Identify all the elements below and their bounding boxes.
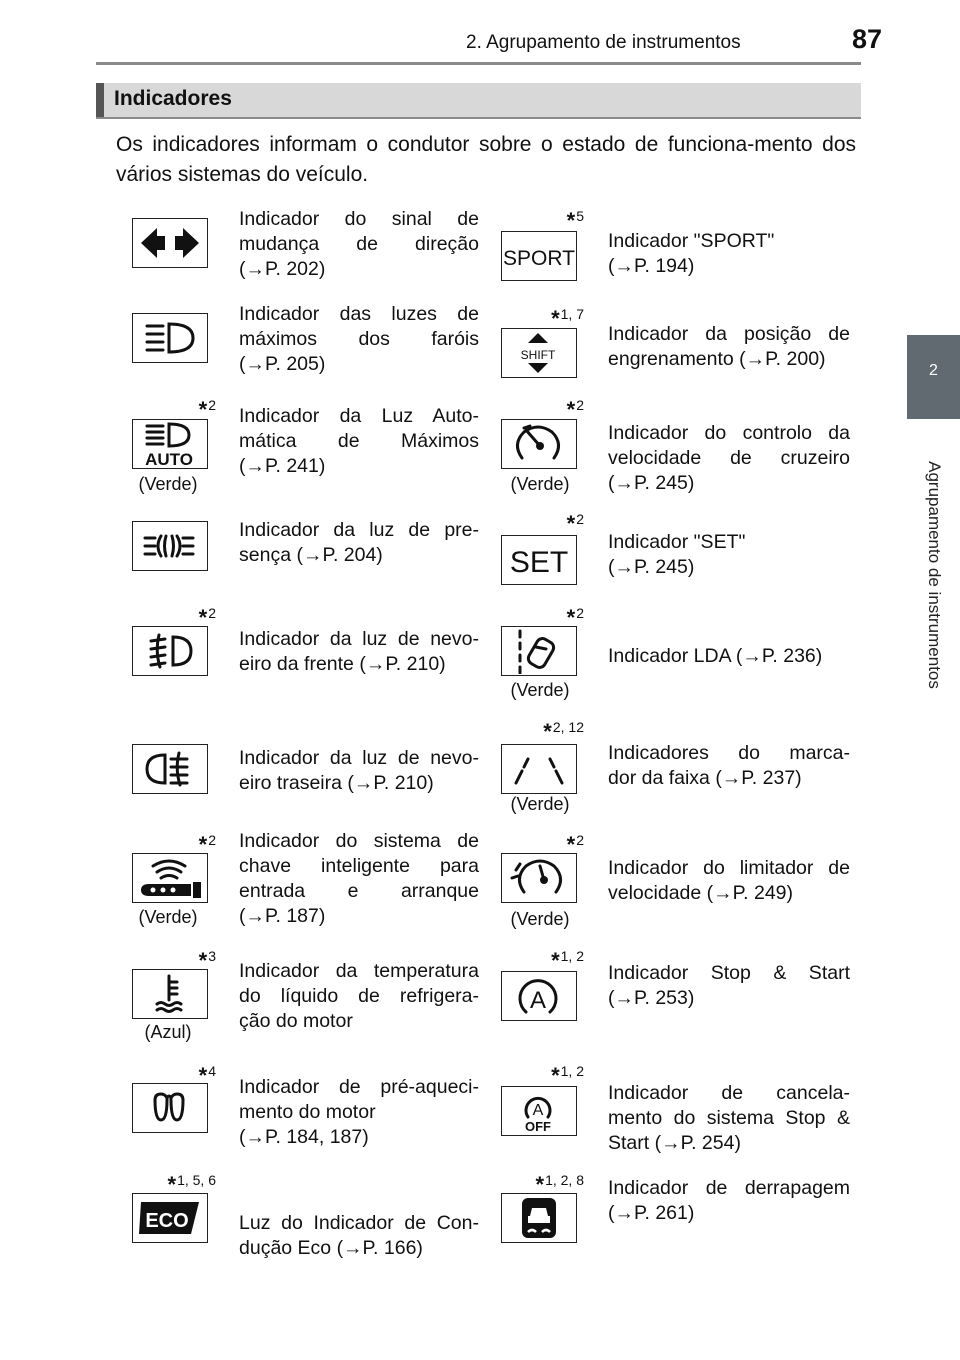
description-line: Indicador das luzes de bbox=[239, 303, 479, 325]
chapter-number: 2 bbox=[929, 362, 938, 379]
description-line: do líquido de refrigera- bbox=[239, 985, 479, 1007]
footnote-marker: *1, 2 bbox=[551, 1063, 584, 1088]
description-line: Indicador da luz de nevo- bbox=[239, 628, 479, 650]
indicator-description bbox=[608, 229, 850, 279]
description-line: Indicador de pré-aqueci- bbox=[239, 1076, 479, 1098]
indicator-color-caption: (Azul) bbox=[144, 1022, 192, 1042]
indicator-description bbox=[608, 741, 850, 791]
description-line: Start (→P. 254) bbox=[608, 1132, 741, 1154]
eco-icon bbox=[132, 1193, 208, 1243]
lane-marker-icon bbox=[501, 744, 577, 794]
footnote-marker: *1, 7 bbox=[551, 306, 584, 331]
indicator-description bbox=[239, 1075, 479, 1150]
footnote-marker: *2 bbox=[566, 397, 584, 422]
description-line: dução Eco (→P. 166) bbox=[239, 1237, 423, 1259]
description-line: (→P. 245) bbox=[608, 556, 695, 578]
page-number: 87 bbox=[852, 24, 883, 54]
description-line: (→P. 184, 187) bbox=[239, 1126, 369, 1148]
description-line: engrenamento (→P. 200) bbox=[608, 348, 826, 370]
footnote-marker: *2 bbox=[566, 832, 584, 857]
description-line: Indicador do sistema de bbox=[239, 830, 479, 852]
indicator-description bbox=[608, 644, 850, 669]
auto-high-beam-icon bbox=[132, 419, 208, 469]
description-line: mática de Máximos bbox=[239, 430, 479, 452]
footnote-marker: *2, 12 bbox=[543, 719, 584, 744]
description-line: (→P. 245) bbox=[608, 472, 695, 494]
intro-paragraph: Os indicadores informam o condutor sobre o estado de funciona-mento dos vários sistemas do veículo. bbox=[116, 133, 856, 186]
description-line: Indicador de derrapagem bbox=[608, 1177, 850, 1199]
front-fog-icon bbox=[132, 626, 208, 676]
description-line: Indicador da luz de nevo- bbox=[239, 747, 479, 769]
description-line: Indicador "SET" bbox=[608, 531, 746, 553]
indicator-description bbox=[608, 961, 850, 1011]
indicator-description bbox=[608, 530, 850, 580]
description-line: (→P. 194) bbox=[608, 255, 695, 277]
turn-signal-icon bbox=[132, 218, 208, 268]
chapter-label: Agrupamento de instrumentos bbox=[924, 460, 944, 689]
description-line: dor da faixa (→P. 237) bbox=[608, 767, 802, 789]
lda-icon bbox=[501, 626, 577, 676]
footnote-marker: *1, 2 bbox=[551, 948, 584, 973]
footnote-marker: *2 bbox=[198, 397, 216, 422]
description-line: entrada e arranque bbox=[239, 880, 479, 902]
footnote-marker: *3 bbox=[198, 948, 216, 973]
section-heading-marker bbox=[96, 83, 104, 117]
smart-key-icon bbox=[132, 853, 208, 903]
tail-light-icon bbox=[132, 521, 208, 571]
svg-text:SPORT: SPORT bbox=[503, 247, 575, 270]
running-header: 2. Agrupamento de instrumentos bbox=[466, 32, 741, 53]
indicator-description bbox=[608, 856, 850, 906]
description-line: (→P. 205) bbox=[239, 353, 326, 375]
section-title: Indicadores bbox=[114, 87, 232, 110]
footnote-marker: *2 bbox=[566, 605, 584, 630]
svg-text:A: A bbox=[532, 1102, 544, 1119]
indicator-description bbox=[239, 404, 479, 479]
indicator-color-caption: (Verde) bbox=[138, 907, 198, 927]
indicator-description bbox=[239, 829, 479, 929]
description-line: (→P. 241) bbox=[239, 455, 326, 477]
footnote-marker: *2 bbox=[198, 832, 216, 857]
indicator-description bbox=[239, 627, 479, 677]
chapter-tab-label-area bbox=[907, 419, 960, 730]
svg-text:A: A bbox=[529, 987, 547, 1014]
footnote-marker: *1, 5, 6 bbox=[167, 1172, 216, 1197]
description-line: Indicador Stop & Start bbox=[608, 962, 850, 984]
description-line: Indicador da posição de bbox=[608, 323, 850, 345]
footnote-marker: *2 bbox=[566, 511, 584, 536]
shift-icon bbox=[501, 328, 577, 378]
indicator-description bbox=[608, 421, 850, 496]
svg-text:ECO: ECO bbox=[145, 1210, 189, 1232]
cruise-control-icon bbox=[501, 419, 577, 469]
indicator-color-caption: (Verde) bbox=[510, 909, 570, 929]
description-line: (→P. 187) bbox=[239, 905, 326, 927]
set-icon bbox=[501, 535, 577, 585]
description-line: velocidade de cruzeiro bbox=[608, 447, 850, 469]
glow-plug-icon bbox=[132, 1083, 208, 1133]
description-line: (→P. 253) bbox=[608, 987, 695, 1009]
stop-start-off-icon bbox=[501, 1086, 577, 1136]
speed-limiter-icon bbox=[501, 853, 577, 903]
slip-icon bbox=[501, 1193, 577, 1243]
indicator-description bbox=[608, 1081, 850, 1156]
description-line: Indicador LDA (→P. 236) bbox=[608, 645, 823, 667]
svg-text:SHIFT: SHIFT bbox=[520, 348, 556, 362]
footnote-marker: *2 bbox=[198, 605, 216, 630]
indicator-description bbox=[239, 746, 479, 796]
svg-text:SET: SET bbox=[509, 546, 569, 579]
indicator-description bbox=[239, 302, 479, 377]
indicator-description bbox=[239, 207, 479, 282]
description-line: sença (→P. 204) bbox=[239, 544, 383, 566]
description-line: mento do sistema Stop & bbox=[608, 1107, 850, 1129]
description-line: Luz do Indicador de Con- bbox=[239, 1212, 479, 1234]
description-line: chave inteligente para bbox=[239, 855, 479, 877]
description-line: mudança de direção bbox=[239, 233, 479, 255]
description-line: velocidade (→P. 249) bbox=[608, 882, 794, 904]
indicator-color-caption: (Verde) bbox=[138, 474, 198, 494]
description-line: (→P. 261) bbox=[608, 1202, 695, 1224]
indicator-color-caption: (Verde) bbox=[510, 680, 570, 700]
description-line: Indicador do sinal de bbox=[239, 208, 479, 230]
svg-text:AUTO: AUTO bbox=[145, 450, 193, 467]
section-heading bbox=[96, 83, 861, 117]
rear-fog-icon bbox=[132, 744, 208, 794]
indicator-description bbox=[239, 518, 479, 568]
footnote-marker: *1, 2, 8 bbox=[535, 1172, 584, 1197]
description-line: (→P. 202) bbox=[239, 258, 326, 280]
footnote-marker: *4 bbox=[198, 1063, 216, 1088]
header-rule bbox=[96, 62, 861, 65]
description-line: Indicador da Luz Auto- bbox=[239, 405, 479, 427]
description-line: Indicador "SPORT" bbox=[608, 230, 775, 252]
svg-text:OFF: OFF bbox=[525, 1119, 551, 1134]
description-line: Indicador do controlo da bbox=[608, 422, 850, 444]
description-line: mento do motor bbox=[239, 1101, 376, 1123]
indicator-color-caption: (Verde) bbox=[510, 794, 570, 814]
description-line: Indicador de cancela- bbox=[608, 1082, 850, 1104]
description-line: Indicador do limitador de bbox=[608, 857, 850, 879]
footnote-marker: *5 bbox=[566, 208, 584, 233]
description-line: eiro da frente (→P. 210) bbox=[239, 653, 446, 675]
description-line: eiro traseira (→P. 210) bbox=[239, 772, 434, 794]
section-rule bbox=[96, 117, 861, 119]
description-line: Indicador da temperatura bbox=[239, 960, 479, 982]
description-line: Indicador da luz de pre- bbox=[239, 519, 479, 541]
sport-icon bbox=[501, 231, 577, 281]
high-beam-icon bbox=[132, 313, 208, 363]
indicator-description bbox=[239, 959, 479, 1034]
description-line: Indicadores do marca- bbox=[608, 742, 850, 764]
stop-start-icon bbox=[501, 971, 577, 1021]
description-line: ção do motor bbox=[239, 1010, 353, 1032]
coolant-temp-icon bbox=[132, 969, 208, 1019]
indicator-description bbox=[608, 322, 850, 372]
indicator-description bbox=[239, 1211, 479, 1261]
description-line: máximos dos faróis bbox=[239, 328, 479, 350]
indicator-description bbox=[608, 1176, 850, 1226]
indicator-color-caption: (Verde) bbox=[510, 474, 570, 494]
